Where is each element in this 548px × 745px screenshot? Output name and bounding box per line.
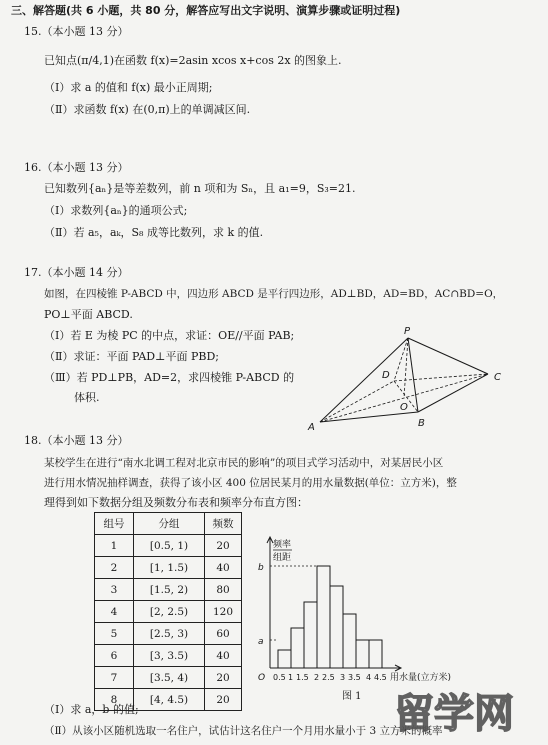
q17-stem-line1: 如图，在四棱锥 P-ABCD 中，四边形 ABCD 是平行四边形，AD⊥BD，AD=BD，AC∩BD=O，: [44, 288, 504, 300]
q18-part2: （Ⅱ）从该小区随机选取一名住户，试估计这名住户一个月用水量小于 3 立方米的概率: [44, 725, 443, 737]
ylabel-frequency: 频率: [273, 540, 292, 550]
cell-interval: [1, 1.5): [134, 557, 205, 579]
table-row: [95, 645, 242, 667]
cell-frequency: 120: [205, 601, 242, 623]
histogram-bar-1: [278, 650, 291, 668]
cell-group: 3: [95, 579, 134, 601]
q17-part3-line2: 体积.: [74, 391, 100, 404]
q17-heading: 17.（本小题 14 分）: [24, 266, 129, 279]
figure-caption: 图 1: [342, 691, 362, 702]
q17-part1: （Ⅰ）若 E 为棱 PC 的中点，求证：OE//平面 PAB;: [44, 329, 295, 342]
tick-label: 2.5: [322, 673, 335, 682]
tick-label: 2: [314, 673, 320, 682]
tick-label: 3.5: [348, 673, 361, 682]
histogram-bar-4: [317, 566, 330, 668]
histogram-bar-2: [291, 628, 304, 668]
q15-heading: 15.（本小题 13 分）: [24, 25, 129, 38]
tick-label: 3: [340, 673, 346, 682]
q17-part3-line1: （Ⅲ）若 PD⊥PB，AD=2，求四棱锥 P-ABCD 的: [44, 371, 295, 384]
table-row: [95, 667, 242, 689]
cell-group: 2: [95, 557, 134, 579]
cell-group: 5: [95, 623, 134, 645]
histogram-b-label: b: [258, 563, 264, 573]
cell-group: 1: [95, 535, 134, 557]
histogram-xlabel: 用水量(立方米): [390, 673, 452, 683]
vertex-label-d: D: [382, 370, 390, 381]
histogram-bar-5: [330, 586, 343, 668]
watermark-text: 留学网: [394, 691, 514, 737]
histogram-bar-8: [369, 640, 382, 668]
watermark-logo: [392, 683, 542, 737]
q15-part2: （Ⅱ）求函数 f(x) 在(0,π)上的单调减区间.: [44, 103, 251, 116]
histogram-origin: O: [258, 673, 266, 683]
cell-frequency: 20: [205, 535, 242, 557]
table-row: [95, 535, 242, 557]
table-row: [95, 623, 242, 645]
table-row: [95, 601, 242, 623]
cell-group: 6: [95, 645, 134, 667]
cell-frequency: 40: [205, 645, 242, 667]
tick-label: 1: [288, 673, 294, 682]
histogram-a-label: a: [258, 637, 264, 647]
cell-frequency: 20: [205, 667, 242, 689]
section-title: 三、解答题(共 6 小题，共 80 分，解答应写出文字说明、演算步骤或证明过程): [11, 4, 401, 17]
cell-interval: [3.5, 4): [134, 667, 205, 689]
q18-stem-line1: 某校学生在进行“南水北调工程对北京市民的影响”的项目式学习活动中，对某居民小区: [44, 457, 444, 469]
header-group-number: 组号: [95, 513, 134, 535]
cell-interval: [2.5, 3): [134, 623, 205, 645]
table-header-row: [95, 513, 242, 535]
cell-frequency: 80: [205, 579, 242, 601]
vertex-label-c: C: [494, 372, 501, 383]
cell-interval: [0.5, 1): [134, 535, 205, 557]
tick-label: 1.5: [296, 673, 309, 682]
histogram-bar-3: [304, 602, 317, 668]
cell-group: 8: [95, 689, 134, 711]
tick-label: 4.5: [374, 673, 387, 682]
cell-interval: [2, 2.5): [134, 601, 205, 623]
cell-interval: [4, 4.5): [134, 689, 205, 711]
q17-part2: （Ⅱ）求证：平面 PAD⊥平面 PBD;: [44, 350, 219, 363]
q16-part2: （Ⅱ）若 a₅，aₖ，S₈ 成等比数列，求 k 的值.: [44, 226, 264, 239]
q18-part1: （Ⅰ）求 a，b 的值;: [44, 703, 139, 716]
cell-frequency: 20: [205, 689, 242, 711]
frequency-table: [94, 512, 242, 711]
ylabel-group-width: 组距: [273, 553, 292, 563]
histogram-bar-6: [343, 614, 356, 668]
cell-frequency: 40: [205, 557, 242, 579]
q17-stem-line2: PO⊥平面 ABCD.: [44, 308, 133, 321]
pyramid-figure: [300, 322, 520, 434]
q16-heading: 16.（本小题 13 分）: [24, 161, 129, 174]
q16-stem: 已知数列{aₙ}是等差数列，前 n 项和为 Sₙ，且 a₁=9，S₃=21.: [44, 182, 356, 195]
cell-group: 4: [95, 601, 134, 623]
q15-part1: （Ⅰ）求 a 的值和 f(x) 最小正周期;: [44, 81, 213, 94]
histogram-bar-7: [356, 640, 369, 668]
cell-interval: [3, 3.5): [134, 645, 205, 667]
vertex-label-o: O: [400, 402, 408, 413]
q15-stem: 已知点(π/4,1)在函数 f(x)=2asin xcos x+cos 2x 的图象上.: [44, 54, 342, 67]
vertex-label-b: B: [418, 418, 425, 429]
table-row: [95, 557, 242, 579]
frequency-histogram: [250, 528, 466, 688]
tick-label: 4: [366, 673, 372, 682]
table-row: [95, 579, 242, 601]
cell-group: 7: [95, 667, 134, 689]
header-frequency: 频数: [205, 513, 242, 535]
header-interval: 分组: [134, 513, 205, 535]
q18-stem-line3: 理得到如下数据分组及频数分布表和频率分布直方图：: [44, 496, 308, 509]
q18-stem-line2: 进行用水情况抽样调查，获得了该小区 400 位居民某月的用水量数据(单位：立方米)，整: [44, 477, 457, 489]
q18-heading: 18.（本小题 13 分）: [24, 434, 129, 447]
vertex-label-a: A: [308, 422, 315, 433]
tick-label: 0.5: [273, 673, 286, 682]
cell-interval: [1.5, 2): [134, 579, 205, 601]
q16-part1: （Ⅰ）求数列{aₙ}的通项公式;: [44, 204, 188, 217]
vertex-label-p: P: [404, 326, 411, 337]
cell-frequency: 60: [205, 623, 242, 645]
